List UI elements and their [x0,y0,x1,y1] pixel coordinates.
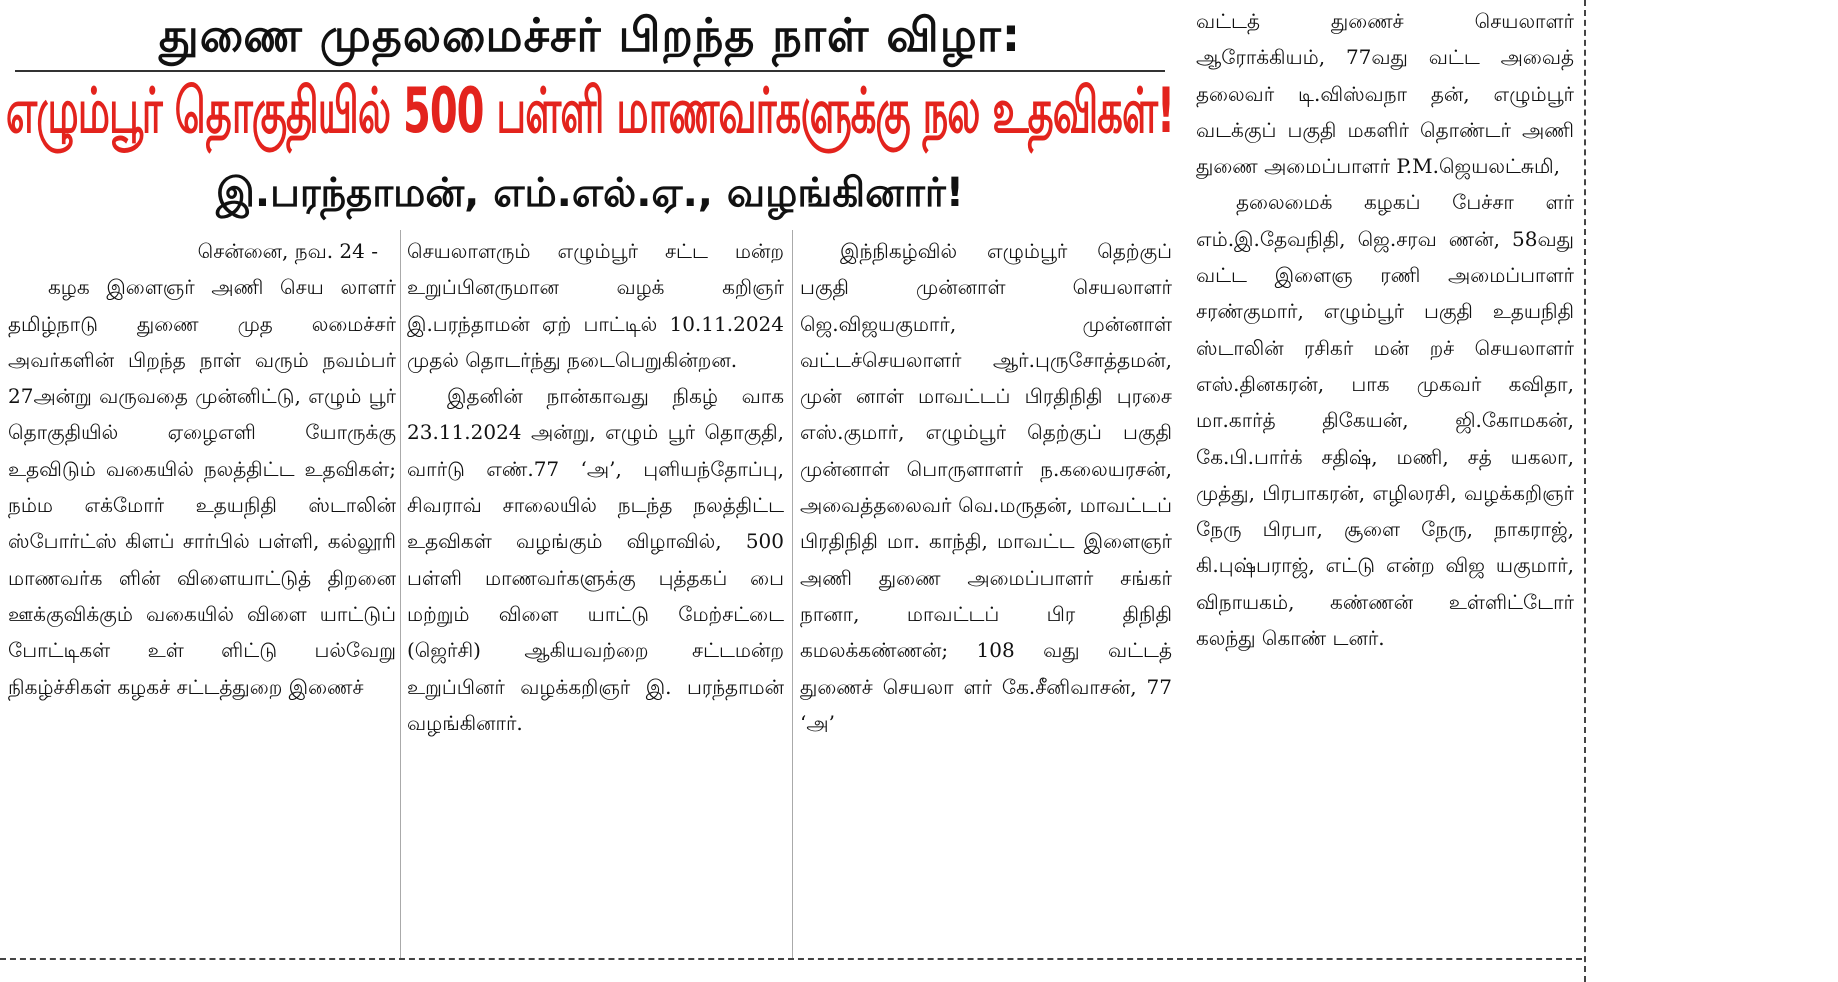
article-paragraph: கழக இளைஞர் அணி செய லாளர் தமிழ்நாடு துணை முத லமைச்சர் அவர்களின் பிறந்த நாள் வரும் நவம்பர் 27அன்று வருவதை முன்னிட்டு, எழும் பூர் தொகுதியில் ஏழைஎளி யோருக்கு உதவிடும் வகையில் நலத்திட்ட உதவிகள்; நம்ம எக்மோர் உதயநிதி ஸ்டாலின் ஸ்போர்ட்ஸ் கிளப் சார்பில் பள்ளி, கல்லூரி மாணவர்க ளின் விளையாட்டுத் திறனை ஊக்குவிக்கும் வகையில் விளை யாட்டுப் போட்டிகள் உள் ளிட்டு பல்வேறு நிகழ்ச்சிகள் கழகச் சட்டத்துறை இணைச் [8,275,396,699]
dateline: சென்னை, நவ. 24 - [197,239,378,263]
article-paragraph: தலைமைக் கழகப் பேச்சா ளர் எம்.இ.தேவநிதி, ஜெ.சரவ ணன், 58வது வட்ட இளைஞ ரணி அமைப்பாளர் சரண்குமார், எழும்பூர் பகுதி உதயநிதி ஸ்டாலின் ரசிகர் மன் றச் செயலாளர் எஸ்.தினகரன், பாக முகவர் கவிதா, மா.கார்த் திகேயன், ஜி.கோமகன், கே.பி.பார்க் சதிஷ், மணி, சத் யகலா, முத்து, பிரபாகரன், எழிலரசி, வழக்கறிஞர் நேரு பிரபா, சூளை நேரு, நாகராஜ், கி.புஷ்பராஜ், எட்டு என்ற விஜ யகுமார், விநாயகம், கண்ணன் உள்ளிட்டோர் கலந்து கொண் டனர். [1196,190,1574,651]
article-paragraph: வட்டத் துணைச் செயலாளர் ஆரோக்கியம், 77வது வட்ட அவைத் தலைவர் டி.விஸ்வநா தன், எழும்பூர் வடக்குப் பகுதி மகளிர் தொண்டர் அணி துணை அமைப்பாளர் P.M.ஜெயலட்சுமி, [1196,9,1574,179]
article-paragraph: இந்நிகழ்வில் எழும்பூர் தெற்குப் பகுதி முன்னாள் செயலாளர் ஜெ.விஜயகுமார், முன்னாள் வட்டச்செயலாளர் ஆர்.புருசோத்தமன், முன் னாள் மாவட்டப் பிரதிநிதி புரசை எஸ்.குமார், எழும்பூர் தெற்குப் பகுதி முன்னாள் பொருளாளர் ந.கலையரசன், அவைத்தலைவர் வெ.மருதன், மாவட்டப் பிரதிநிதி மா. காந்தி, மாவட்ட இளைஞர் அணி துணை அமைப்பாளர் சங்கர் நானா, மாவட்டப் பிர திநிதி கமலக்கண்ணன்; 108 வது வட்டத் துணைச் செயலா ளர் கே.சீனிவாசன், 77 ‘அ’ [800,239,1172,735]
article-column-2 [407,233,784,741]
article-column-3 [800,233,1172,741]
article-column-1 [8,233,396,705]
column-divider [792,230,793,958]
article-column-4 [1196,3,1574,656]
article-paragraph: இதனின் நான்காவது நிகழ் வாக 23.11.2024 அன்று, எழும் பூர் தொகுதி, வார்டு எண்.77 ‘அ’, புளியந்தோப்பு, சிவராவ் சாலையில் நடந்த நலத்திட்ட உதவிகள் வழங்கும் விழாவில், 500 பள்ளி மாணவர்களுக்கு புத்தகப் பை மற்றும் விளை யாட்டு மேற்சட்டை (ஜெர்சி) ஆகியவற்றை சட்டமன்ற உறுப்பினர் வழக்கறிஞர் இ. பரந்தாமன் வழங்கினார். [407,384,784,735]
headline-rule [15,70,1165,72]
headline-main: எழும்பூர் தொகுதியில் 500 பள்ளி மாணவர்களுக்கு நல உதவிகள்! [5,76,1175,148]
right-dashed-rule [1584,0,1586,982]
bottom-dashed-rule [0,958,1582,960]
article-paragraph: செயலாளரும் எழும்பூர் சட்ட மன்ற உறுப்பினருமான வழக் கறிஞர் இ.பரந்தாமன் ஏற் பாட்டில் 10.11.2024 முதல் தொடர்ந்து நடைபெறுகின்றன. [407,239,784,372]
column-divider [400,230,401,958]
headline-sub: இ.பரந்தாமன், எம்.எல்.ஏ., வழங்கினார்! [215,170,964,216]
headline-kicker: துணை முதலமைச்சர் பிறந்த நாள் விழா: [158,8,1022,62]
